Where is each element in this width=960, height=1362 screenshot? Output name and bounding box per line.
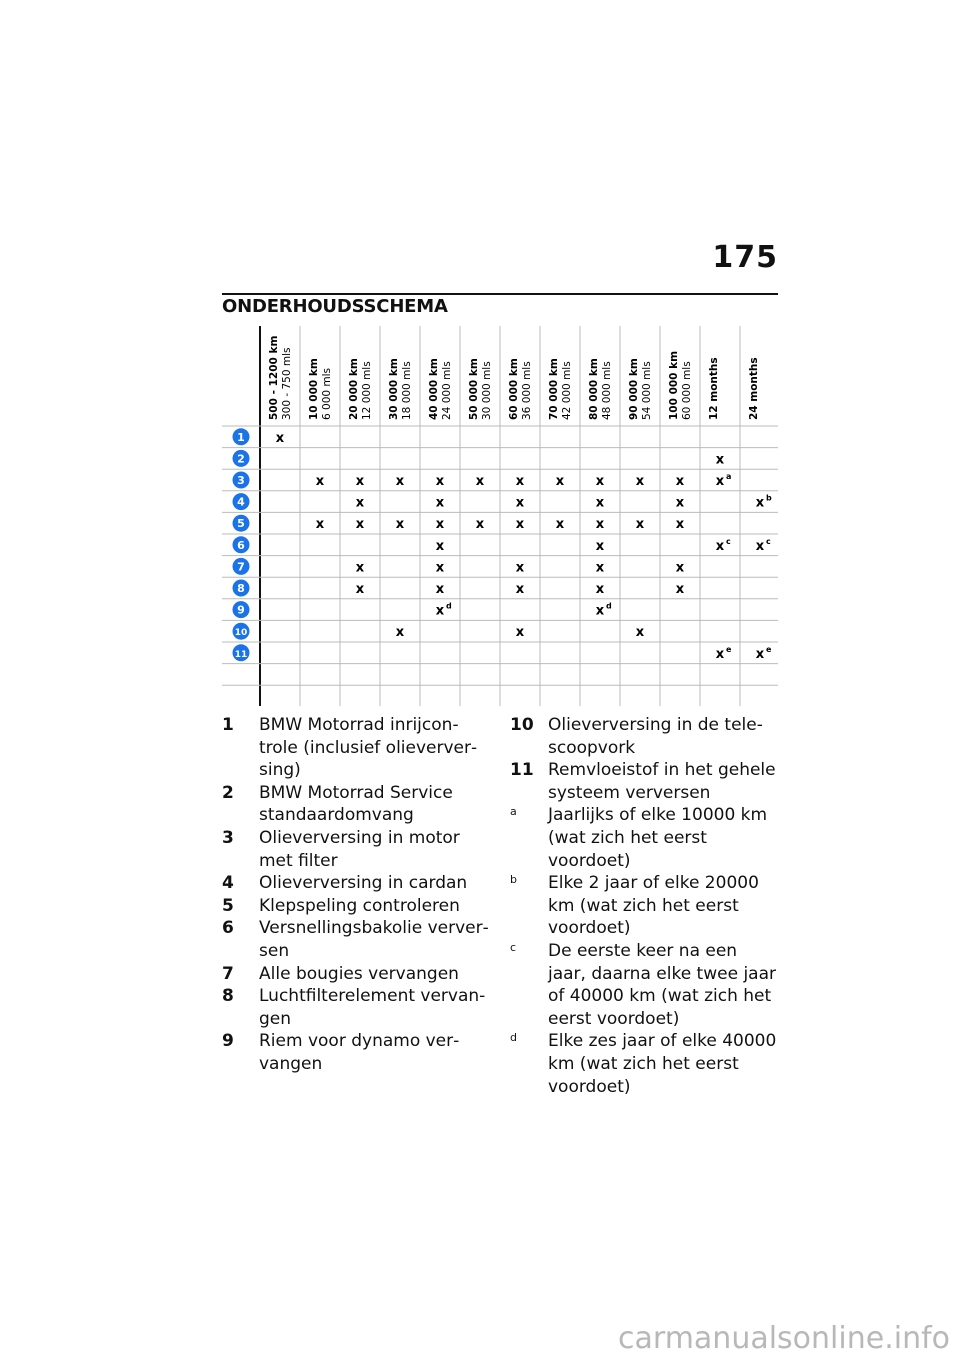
schedule-footnote-mark: d — [446, 601, 452, 611]
schedule-mark: x — [355, 474, 365, 489]
schedule-footnote-mark: e — [726, 644, 732, 654]
legend-item — [510, 872, 780, 940]
section-title: ONDERHOUDSSCHEMA — [222, 296, 448, 317]
legend-key: 7 — [222, 963, 234, 984]
schedule-mark: x — [595, 495, 605, 511]
column-header-km: 80 000 km — [588, 358, 600, 420]
schedule-mark: x — [595, 517, 605, 533]
schedule-mark: x — [675, 560, 685, 576]
legend-key: 3 — [222, 827, 234, 848]
legend-item — [222, 714, 490, 782]
legend-text: Olieverversing in cardan — [259, 873, 468, 894]
schedule-mark: x — [435, 474, 445, 489]
schedule-mark: x — [315, 517, 325, 533]
schedule-mark: x — [755, 538, 765, 554]
schedule-mark: x — [435, 495, 445, 511]
column-header-mls: 18 000 mls — [401, 361, 413, 420]
column-header-km: 20 000 km — [348, 358, 360, 420]
schedule-mark: x — [555, 474, 565, 489]
legend-key: 9 — [222, 1031, 234, 1052]
schedule-footnote-mark: c — [726, 536, 731, 546]
legend-text: Jaarlijks of elke 10000 km (wat zich het eerst voordoet) — [548, 805, 768, 871]
schedule-footnote-mark: d — [606, 601, 612, 611]
legend-text: Remvloeistof in het gehele systeem verversen — [548, 760, 776, 803]
column-header-km: 100 000 km — [668, 350, 680, 420]
legend-key: d — [510, 1031, 517, 1045]
column-header — [428, 358, 453, 420]
column-header-mls: 48 000 mls — [601, 361, 613, 420]
legend-key: a — [510, 805, 517, 819]
schedule-mark: x — [435, 582, 445, 597]
schedule-mark: x — [595, 560, 605, 576]
schedule-mark: x — [515, 625, 525, 641]
legend-text: BMW Motorrad Service standaardomvang — [259, 782, 453, 826]
schedule-mark: x — [475, 474, 485, 489]
legend-key: 1 — [222, 715, 234, 735]
legend-text: BMW Motorrad inrijcontrole (inclusief olieverversing) — [259, 715, 478, 781]
column-header-mls: 6 000 mls — [321, 367, 333, 420]
legend-text: Olieverversing in motor met filter — [259, 827, 460, 871]
schedule-footnote-mark: a — [726, 472, 732, 481]
row-badge-number: 9 — [237, 603, 245, 617]
schedule-mark: x — [715, 646, 725, 662]
column-header-km: 90 000 km — [628, 358, 640, 420]
column-header — [668, 351, 693, 420]
legend-item — [222, 917, 490, 962]
schedule-mark: x — [515, 495, 525, 511]
column-header-km: 50 000 km — [468, 358, 480, 420]
schedule-mark: x — [355, 495, 365, 511]
row-badge-number: 1 — [237, 430, 245, 444]
schedule-mark: x — [675, 474, 685, 489]
schedule-mark: x — [595, 582, 605, 597]
legend-key: 8 — [222, 986, 234, 1007]
column-header — [588, 358, 613, 420]
column-header-km: 10 000 km — [308, 358, 320, 420]
schedule-mark: x — [715, 474, 725, 489]
legend-item — [222, 963, 490, 986]
title-rule — [222, 293, 778, 295]
column-header-km: 70 000 km — [548, 358, 560, 420]
column-header-mls: 42 000 mls — [561, 361, 573, 420]
schedule-mark: x — [635, 625, 645, 641]
column-header — [388, 358, 413, 420]
schedule-mark: x — [755, 646, 765, 662]
column-header — [348, 358, 373, 420]
schedule-mark: x — [355, 517, 365, 533]
legend-text: Riem voor dynamo vervangen — [259, 1031, 460, 1074]
legend-item — [222, 1030, 490, 1075]
column-header — [308, 358, 333, 420]
legend-item — [222, 827, 490, 872]
schedule-mark: x — [715, 452, 725, 468]
legend-item — [510, 804, 780, 872]
row-badge-number: 8 — [237, 582, 245, 595]
legend-key: 4 — [222, 873, 234, 894]
schedule-mark: x — [675, 517, 685, 533]
row-badge-number: 4 — [237, 495, 245, 509]
schedule-mark: x — [435, 603, 445, 619]
schedule-mark: x — [675, 582, 685, 597]
column-header-mls: 12 000 mls — [361, 361, 373, 420]
legend-key: c — [510, 940, 517, 954]
column-header-mls: 24 000 mls — [441, 361, 453, 420]
schedule-mark: x — [595, 603, 605, 619]
column-header — [708, 357, 720, 420]
column-header-mls: 300 - 750 mls — [281, 347, 293, 420]
legend-item — [222, 872, 490, 895]
schedule-mark: x — [395, 517, 405, 533]
schedule-mark: x — [435, 538, 445, 554]
schedule-footnote-mark: c — [766, 536, 771, 546]
legend-key: 10 — [510, 715, 534, 735]
legend-item — [510, 1030, 780, 1098]
legend-key: 5 — [222, 895, 234, 916]
schedule-mark: x — [515, 517, 525, 533]
column-header-km: 30 000 km — [388, 358, 400, 420]
schedule-mark: x — [595, 474, 605, 489]
column-header — [548, 358, 573, 420]
schedule-mark: x — [435, 517, 445, 533]
schedule-mark: x — [555, 517, 565, 533]
schedule-mark: x — [315, 474, 325, 489]
legend-text: Luchtfilterelement vervangen — [259, 986, 486, 1029]
legend-text: Versnellingsbakolie verversen — [259, 918, 489, 961]
column-header-mls: 36 000 mls — [521, 361, 533, 420]
legend-text: Elke zes jaar of elke 40000 km (wat zich het eerst voordoet) — [548, 1031, 777, 1097]
schedule-mark: x — [515, 560, 525, 576]
schedule-mark: x — [675, 495, 685, 511]
row-badge-number: 6 — [237, 538, 245, 552]
watermark: carmanualsonline.info — [618, 1321, 950, 1356]
column-header-mls: 54 000 mls — [641, 361, 653, 420]
row-badge-number: 2 — [237, 452, 245, 466]
schedule-footnote-mark: b — [766, 493, 772, 503]
row-badge-number: 5 — [237, 517, 245, 531]
schedule-mark: x — [635, 517, 645, 533]
legend-text: Alle bougies vervangen — [259, 963, 459, 984]
legend-key: 2 — [222, 782, 234, 803]
row-badge-number: 11 — [234, 649, 248, 660]
schedule-mark: x — [435, 560, 445, 576]
legend-key: b — [510, 873, 517, 887]
legend-text: Elke 2 jaar of elke 20000 km (wat zich het eerst voordoet) — [548, 873, 759, 939]
legend-item — [510, 759, 780, 804]
legend-item — [222, 782, 490, 827]
schedule-mark: x — [635, 474, 645, 489]
schedule-footnote-mark: e — [766, 644, 772, 654]
legend-text: Olieverversing in de telescoopvork — [548, 715, 763, 758]
schedule-mark: x — [475, 517, 485, 533]
column-header-km: 40 000 km — [428, 358, 440, 420]
column-header-km: 60 000 km — [508, 358, 520, 420]
schedule-mark: x — [715, 538, 725, 554]
column-header-mls: 30 000 mls — [481, 361, 493, 420]
column-header — [748, 357, 760, 420]
legend-key: 6 — [222, 918, 234, 939]
column-header-km: 24 months — [748, 357, 760, 420]
legend-item — [510, 940, 780, 1030]
legend-text: Klepspeling controleren — [259, 895, 460, 916]
schedule-mark: x — [395, 625, 405, 641]
schedule-mark: x — [595, 538, 605, 554]
legend-key: 11 — [510, 760, 534, 781]
legend-item — [222, 895, 490, 918]
column-header — [628, 358, 653, 420]
schedule-mark: x — [515, 474, 525, 489]
column-header-km: 500 - 1200 km — [268, 335, 280, 420]
column-header-km: 12 months — [708, 357, 720, 420]
schedule-mark: x — [395, 474, 405, 489]
legend-text: De eerste keer na een jaar, daarna elke twee jaar of 40000 km (wat zich het eerst voordoet) — [548, 940, 776, 1029]
column-header-mls: 60 000 mls — [681, 361, 693, 420]
row-badge-number: 10 — [234, 628, 248, 639]
schedule-mark: x — [515, 582, 525, 597]
column-header — [268, 336, 293, 420]
legend-left-column — [222, 714, 490, 1076]
schedule-mark: x — [355, 582, 365, 597]
legend-item — [510, 714, 780, 759]
row-badge-number: 7 — [237, 560, 245, 574]
row-badge-number: 3 — [237, 474, 245, 487]
schedule-mark: x — [275, 430, 285, 446]
column-header — [508, 358, 533, 420]
legend-right-column — [510, 714, 780, 1098]
legend-item — [222, 985, 490, 1030]
maintenance-schedule-table — [222, 326, 778, 706]
page-number: 175 — [712, 240, 778, 275]
schedule-mark: x — [755, 495, 765, 511]
schedule-mark: x — [355, 560, 365, 576]
column-header — [468, 358, 493, 420]
